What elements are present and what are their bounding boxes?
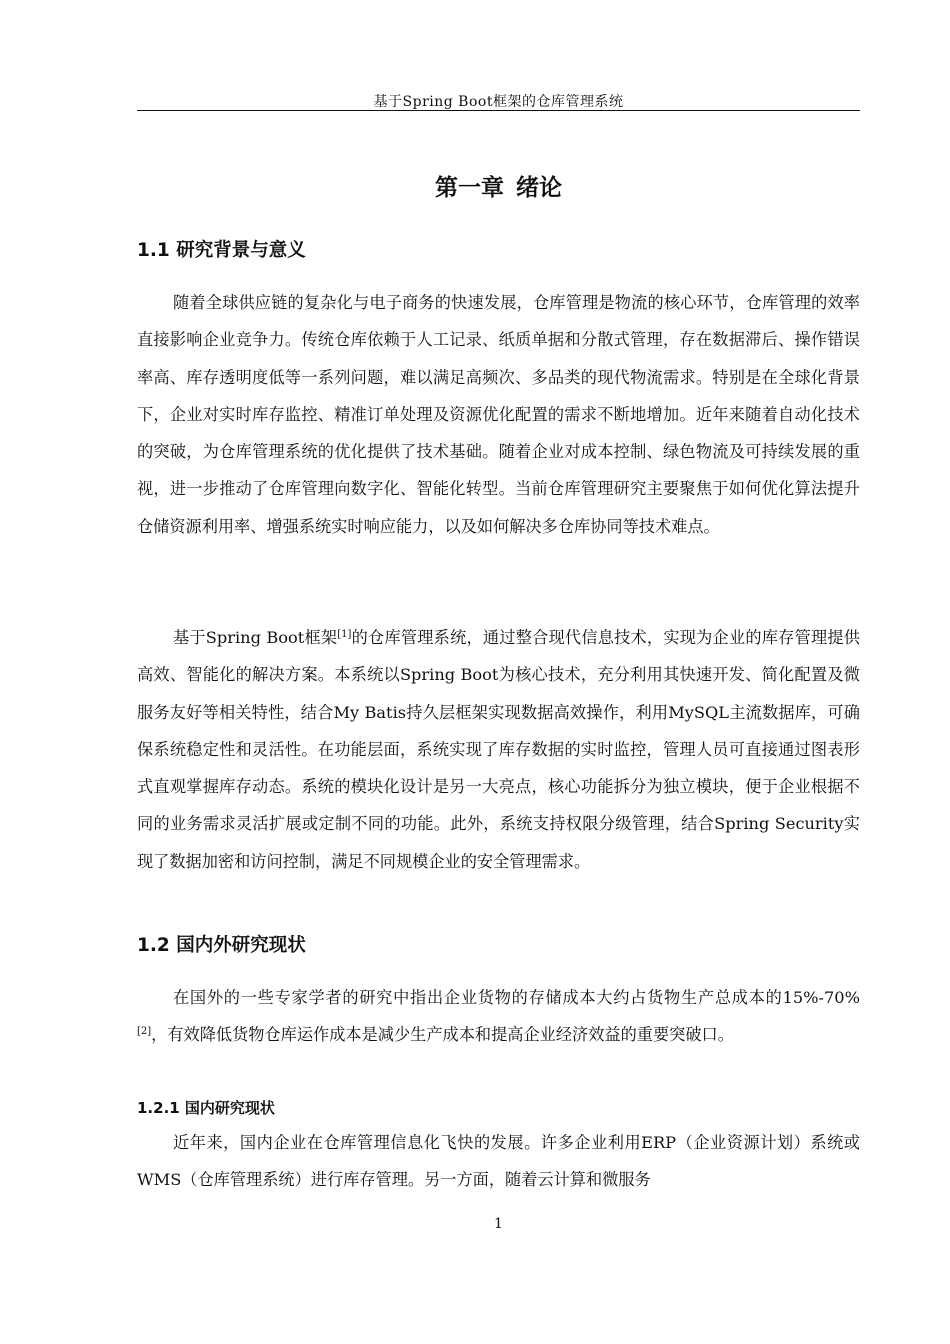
section-heading-1-1: 1.1 研究背景与意义	[137, 240, 306, 261]
paragraph-foreign-research	[137, 979, 860, 1054]
section-heading-1-2: 1.2 国内外研究现状	[137, 935, 306, 956]
paragraph-text: 基于Spring Boot框架	[173, 628, 338, 647]
citation-ref: [1]	[337, 629, 352, 640]
paragraph-system-overview	[137, 619, 860, 880]
citation-ref: [2]	[137, 1026, 152, 1038]
chapter-number: 第一章	[435, 175, 504, 201]
chapter-name: 绪论	[516, 175, 562, 201]
subsection-heading-1-2-1: 1.2.1 国内研究现状	[137, 1099, 275, 1117]
header-rule	[137, 110, 860, 111]
paragraph-background: 随着全球供应链的复杂化与电子商务的快速发展，仓库管理是物流的核心环节，仓库管理的效率直接影响企业竞争力。传统仓库依赖于人工记录、纸质单据和分散式管理，存在数据滞后、操作错误率高、库存透明度低等一系列问题，难以满足高频次、多品类的现代物流需求。特别是在全球化背景下，企业对实时库存监控、精准订单处理及资源优化配置的需求不断地增加。近年来随着自动化技术的突破，为仓库管理系统的优化提供了技术基础。随着企业对成本控制、绿色物流及可持续发展的重视，进一步推动了仓库管理向数字化、智能化转型。当前仓库管理研究主要聚焦于如何优化算法提升仓储资源利用率、增强系统实时响应能力，以及如何解决多仓库协同等技术难点。	[137, 293, 860, 536]
paragraph-text: ，有效降低货物仓库运作成本是减少生产成本和提高企业经济效益的重要突破口。	[151, 1025, 734, 1045]
paragraph-text: 的仓库管理系统，通过整合现代信息技术，实现为企业的库存管理提供高效、智能化的解决方案。本系统以Spring Boot为核心技术，充分利用其快速开发、简化配置及微服务友好等相关特性，结合My Batis持久层框架实现数据高效操作，利用MySQL主流数据库，可确保系统稳定性和灵活性。在功能层面，系统实现了库存数据的实时监控，管理人员可直接通过图表形式直观掌握库存动态。系统的模块化设计是另一大亮点，核心功能拆分为独立模块，便于企业根据不同的业务需求灵活扩展或定制不同的功能。此外，系统支持权限分级管理，结合Spring Security实现了数据加密和访问控制，满足不同规模企业的安全管理需求。	[137, 628, 860, 871]
paragraph-text: 在国外的一些专家学者的研究中指出企业货物的存储成本大约占货物生产总成本的15%-70%	[173, 988, 860, 1007]
paragraph-domestic-research: 近年来，国内企业在仓库管理信息化飞快的发展。许多企业利用ERP（企业资源计划）系统或WMS（仓库管理系统）进行库存管理。另一方面，随着云计算和微服务	[137, 1133, 860, 1190]
chapter-title	[137, 170, 860, 206]
page-number: 1	[494, 1216, 503, 1232]
running-header: 基于Spring Boot框架的仓库管理系统	[373, 94, 624, 110]
